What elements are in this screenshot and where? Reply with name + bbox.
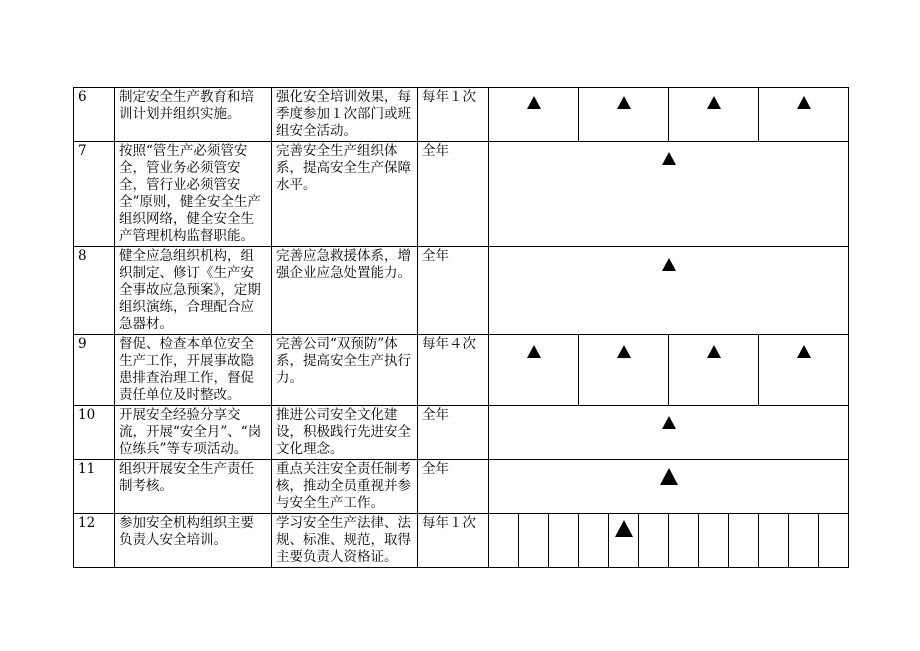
task-cell: 督促、检查本单位安全生产工作，开展事故隐患排查治理工作，督促责任单位及时整改。	[115, 335, 272, 406]
triangle-marker-icon	[707, 96, 721, 109]
task-cell: 参加安全机构组织主要负责人安全培训。	[115, 514, 272, 568]
frequency-cell: 每年４次	[418, 335, 489, 406]
quarter-2-cell	[579, 335, 669, 406]
year-round-cell	[489, 142, 849, 247]
month-cell	[579, 514, 609, 568]
goal-cell: 重点关注安全责任制考核，推动全员重视并参与安全生产工作。	[272, 460, 418, 514]
triangle-marker-icon	[615, 520, 633, 537]
month-cell	[549, 514, 579, 568]
table-row	[74, 247, 849, 335]
frequency-cell: 每年１次	[418, 88, 489, 142]
frequency-cell: 全年	[418, 460, 489, 514]
table-row	[74, 460, 849, 514]
goal-cell: 强化安全培训效果，每季度参加１次部门或班组安全活动。	[272, 88, 418, 142]
row-number: 7	[74, 142, 115, 247]
triangle-marker-icon	[662, 258, 676, 271]
year-round-cell	[489, 247, 849, 335]
safety-plan-table	[73, 87, 849, 568]
month-cell	[819, 514, 849, 568]
task-cell: 制定安全生产教育和培训计划并组织实施。	[115, 88, 272, 142]
triangle-marker-icon	[797, 345, 811, 358]
triangle-marker-icon	[662, 416, 676, 429]
frequency-cell: 全年	[418, 247, 489, 335]
goal-cell: 推进公司安全文化建设，积极践行先进安全文化理念。	[272, 406, 418, 460]
quarter-4-cell	[759, 335, 849, 406]
task-cell: 开展安全经验分享交流，开展“安全月”、“岗位练兵”等专项活动。	[115, 406, 272, 460]
quarter-1-cell	[489, 88, 579, 142]
table-row	[74, 406, 849, 460]
task-cell: 健全应急组织机构，组织制定、修订《生产安全事故应急预案》，定期组织演练，合理配合应急器材。	[115, 247, 272, 335]
goal-cell: 完善安全生产组织体系，提高安全生产保障水平。	[272, 142, 418, 247]
month-cell	[759, 514, 789, 568]
month-cell	[789, 514, 819, 568]
quarter-3-cell	[669, 88, 759, 142]
row-number: 9	[74, 335, 115, 406]
quarter-2-cell	[579, 88, 669, 142]
triangle-marker-icon	[617, 96, 631, 109]
triangle-marker-icon	[662, 152, 676, 165]
triangle-marker-icon	[527, 345, 541, 358]
row-number: 6	[74, 88, 115, 142]
row-number: 12	[74, 514, 115, 568]
month-cell	[639, 514, 669, 568]
quarter-4-cell	[759, 88, 849, 142]
goal-cell: 学习安全生产法律、法规、标准、规范，取得主要负责人资格证。	[272, 514, 418, 568]
quarter-3-cell	[669, 335, 759, 406]
task-cell: 组织开展安全生产责任制考核。	[115, 460, 272, 514]
row-number: 11	[74, 460, 115, 514]
year-round-cell	[489, 460, 849, 514]
triangle-marker-icon	[707, 345, 721, 358]
triangle-marker-icon	[797, 96, 811, 109]
table-row	[74, 514, 849, 568]
year-round-cell	[489, 406, 849, 460]
quarter-1-cell	[489, 335, 579, 406]
goal-cell: 完善应急救援体系，增强企业应急处置能力。	[272, 247, 418, 335]
table-row	[74, 88, 849, 142]
frequency-cell: 全年	[418, 142, 489, 247]
month-cell	[729, 514, 759, 568]
month-cell	[669, 514, 699, 568]
month-cell	[609, 514, 639, 568]
triangle-marker-icon	[617, 345, 631, 358]
row-number: 8	[74, 247, 115, 335]
goal-cell: 完善公司“双预防”体系，提高安全生产执行力。	[272, 335, 418, 406]
task-cell: 按照“管生产必须管安全，管业务必须管安全，管行业必须管安全”原则，健全安全生产组织网络，健全安全生产管理机构监督职能。	[115, 142, 272, 247]
triangle-marker-icon	[527, 96, 541, 109]
row-number: 10	[74, 406, 115, 460]
month-cell	[519, 514, 549, 568]
frequency-cell: 全年	[418, 406, 489, 460]
month-cell	[699, 514, 729, 568]
triangle-marker-icon	[660, 468, 678, 485]
table-row	[74, 142, 849, 247]
month-cell	[489, 514, 519, 568]
frequency-cell: 每年１次	[418, 514, 489, 568]
table-row	[74, 335, 849, 406]
